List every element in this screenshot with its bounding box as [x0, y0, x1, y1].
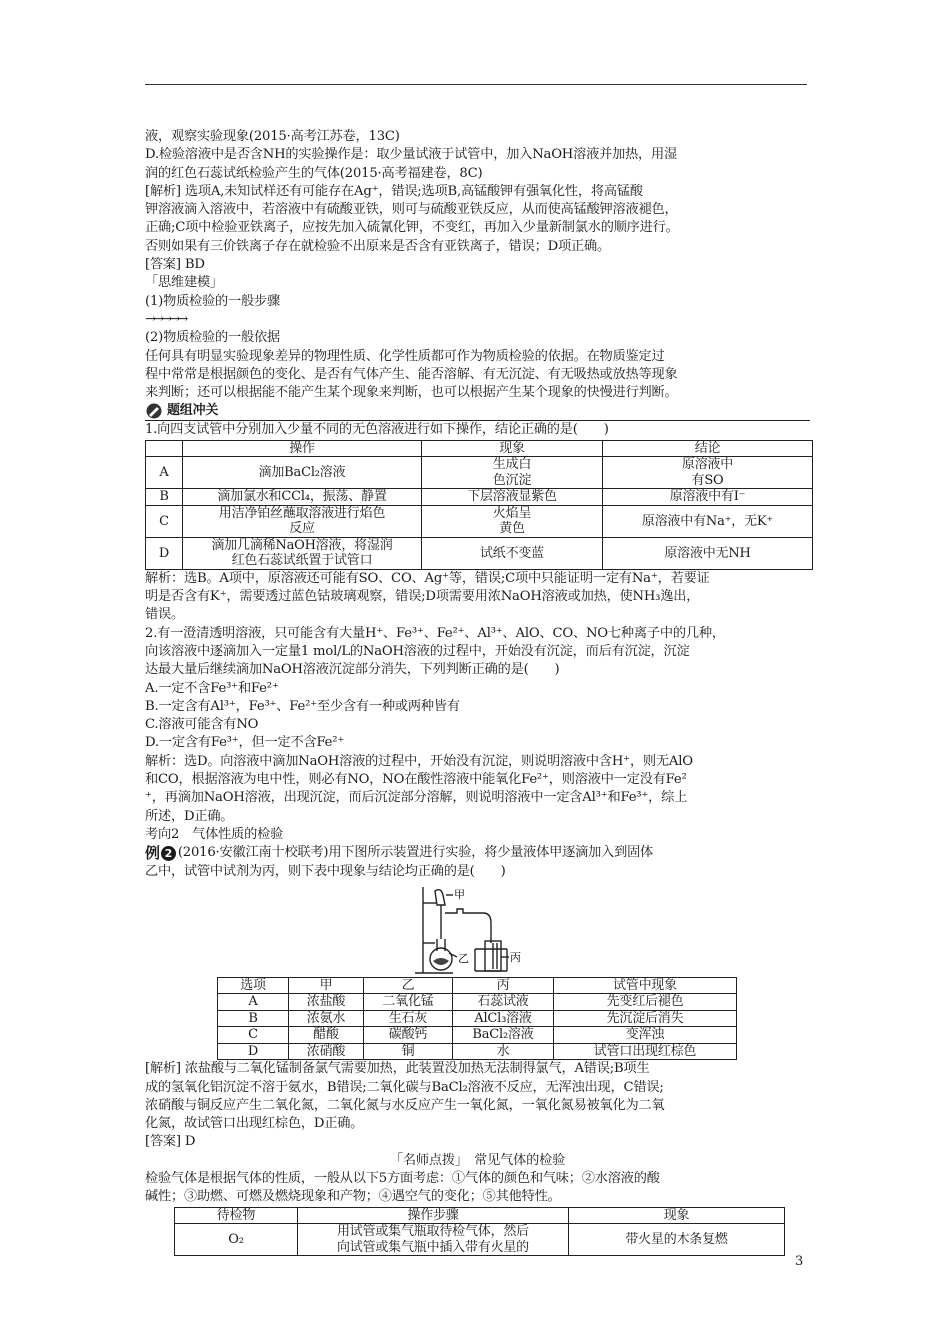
flow-arrows: →→→→→ — [145, 311, 186, 327]
table-cell: 醋酸 — [289, 1027, 364, 1044]
pencil-icon — [145, 403, 163, 419]
text-line: 化氮，故试管口出现红棕色，D正确。 — [145, 1116, 364, 1132]
table-cell: A — [146, 457, 183, 489]
table-row — [218, 1043, 737, 1060]
text-line: [解析] 选项A,未知试样还有可能存在Ag⁺，错误;选项B,高锰酸钾有强氧化性，将高锰酸 — [145, 183, 643, 199]
answer-line: [答案] BD — [145, 257, 205, 273]
table-cell: 原溶液中 有SO — [603, 457, 813, 489]
text-line: 所述，D正确。 — [145, 808, 234, 824]
table-row — [146, 489, 813, 506]
table-cell: 变浑浊 — [554, 1027, 737, 1044]
text-line: 解析：选D。向溶液中滴加NaOH溶液的过程中，开始没有沉淀，则说明溶液中含H⁺，则无AlO — [145, 753, 693, 769]
table-header-cell: 试管中现象 — [554, 977, 737, 994]
text-line: ⁺，再滴加NaOH溶液，出现沉淀，而后沉淀部分溶解，则说明溶液中一定含Al³⁺和Fe³⁺，综上 — [145, 790, 688, 806]
table-row — [218, 1010, 737, 1027]
option-a: A.一定不含Fe³⁺和Fe²⁺ — [145, 680, 279, 696]
table-cell: C — [146, 505, 183, 537]
example-badge — [145, 844, 176, 862]
table-header-cell: 操作步骤 — [298, 1207, 569, 1224]
text-line: 任何具有明显实验现象差异的物理性质、化学性质都可作为物质检验的依据。在物质鉴定过 — [145, 348, 665, 364]
table-row — [146, 505, 813, 537]
example-number: 2 — [161, 846, 176, 861]
text-line: 达最大量后继续滴加NaOH溶液沉淀部分消失，下列判断正确的是( ) — [145, 662, 560, 678]
subheading: 「思维建模」 — [145, 275, 223, 291]
text-line: 液，观察实验现象(2015·高考江苏卷，13C) — [145, 129, 400, 144]
question-2: 2.有一澄清透明溶液，只可能含有大量H⁺、Fe³⁺、Fe²⁺、Al³⁺、AlO、CO、NO七种离子中的几种， — [145, 625, 725, 641]
table-cell: C — [218, 1027, 289, 1044]
table-cell: 浓硝酸 — [289, 1043, 364, 1060]
option-c: C.溶液可能含有NO — [145, 717, 259, 733]
page-number: 3 — [795, 1254, 804, 1269]
table-header-cell: 现象 — [422, 440, 603, 457]
table-header-cell: 选项 — [218, 977, 289, 994]
table-cell: 原溶液中无NH — [603, 537, 813, 569]
text-line: 浓硝酸与铜反应产生二氧化氮，二氧化氮与水反应产生一氧化氮，一氧化氮易被氧化为二氧 — [145, 1097, 665, 1113]
table-header-cell: 结论 — [603, 440, 813, 457]
text-line: 错误。 — [145, 607, 184, 623]
table-question-1 — [145, 440, 813, 570]
text-line: 程中常常是根据颜色的变化、是否有气体产生、能否溶解、有无沉淀、有无吸热或放热等现象 — [145, 366, 678, 382]
table-row — [218, 1027, 737, 1044]
label-bing: 丙 — [510, 950, 521, 964]
answer-line: [答案] D — [145, 1134, 196, 1150]
text-line: 钾溶液滴入溶液中，若溶液中有硫酸亚铁，则可与硫酸亚铁反应，从而使高锰酸钾溶液褪色， — [145, 202, 678, 218]
text-line: (1)物质检验的一般步骤 — [145, 293, 280, 309]
table-cell: 水 — [453, 1043, 554, 1060]
table-cell: D — [218, 1043, 289, 1060]
table-cell: 火焰呈 黄色 — [422, 505, 603, 537]
question-1: 1.向四支试管中分别加入少量不同的无色溶液进行如下操作，结论正确的是( ) — [145, 422, 609, 438]
table-row — [146, 537, 813, 569]
table-cell: 生石灰 — [364, 1010, 453, 1027]
table-row — [146, 457, 813, 489]
table-cell: B — [218, 1010, 289, 1027]
label-jia: 甲 — [454, 887, 465, 901]
table-example-2 — [217, 977, 737, 1061]
text-line: 和CO，根据溶液为电中性，则必有NO，NO在酸性溶液中能氧化Fe²⁺，则溶液中一定没有Fe² — [145, 772, 687, 788]
table-cell: 原溶液中有Na⁺，无K⁺ — [603, 505, 813, 537]
text-line: 来判断；还可以根据能不能产生某个现象来判断，也可以根据产生某个现象的快慢进行判断。 — [145, 385, 678, 401]
tip-heading: 「名师点拨」 常见气体的检验 — [389, 1152, 566, 1168]
text-line: 明是否含有K⁺，需要透过蓝色钴玻璃观察，错误;D项需要用浓NaOH溶液或加热，使NH₃逸出， — [145, 589, 700, 605]
text-line: 否则如果有三价铁离子存在就检验不出原来是否含有亚铁离子，错误；D项正确。 — [145, 238, 610, 254]
section-title-bar — [145, 402, 810, 420]
table-cell: 先变红后褪色 — [554, 994, 737, 1011]
text-line: D.检验溶液中是否含NH的实验操作是：取少量试液于试管中，加入NaOH溶液并加热，用湿 — [145, 147, 678, 163]
table-cell: D — [146, 537, 183, 569]
table-header-cell: 操作 — [183, 440, 422, 457]
table-cell: AlCl₃溶液 — [453, 1010, 554, 1027]
table-cell: 试管口出现红棕色 — [554, 1043, 737, 1060]
table-cell: 滴加BaCl₂溶液 — [183, 457, 422, 489]
table-cell: 铜 — [364, 1043, 453, 1060]
example-label: 例 — [145, 844, 160, 863]
table-cell: 用试管或集气瓶取待检气体，然后 向试管或集气瓶中插入带有火星的 — [298, 1224, 569, 1256]
text-line: (2)物质检验的一般依据 — [145, 330, 280, 346]
table-gas-tests — [174, 1207, 785, 1257]
topic-heading: 考向2 气体性质的检验 — [145, 826, 284, 842]
table-header-cell: 乙 — [364, 977, 453, 994]
text-line: 成的氢氧化铝沉淀不溶于氨水，B错误;二氧化碳与BaCl₂溶液不反应，无浑浊出现，C错误; — [145, 1079, 664, 1095]
text-line: 润的红色石蕊试纸检验产生的气体(2015·高考福建卷，8C) — [145, 165, 483, 181]
table-header-row — [175, 1207, 785, 1224]
table-header-row — [218, 977, 737, 994]
main-content — [145, 128, 810, 1256]
table-cell: 下层溶液显紫色 — [422, 489, 603, 506]
apparatus-diagram — [413, 883, 533, 975]
table-cell: 石蕊试液 — [453, 994, 554, 1011]
table-cell: 用洁净铂丝蘸取溶液进行焰色 反应 — [183, 505, 422, 537]
label-yi: 乙 — [458, 951, 469, 965]
table-row — [175, 1224, 785, 1256]
table-header-row — [146, 440, 813, 457]
text-line: [解析] 浓盐酸与二氧化锰制备氯气需要加热，此装置没加热无法制得氯气，A错误;B项生 — [145, 1061, 650, 1077]
table-cell: 碳酸钙 — [364, 1027, 453, 1044]
table-row — [218, 994, 737, 1011]
text-line: 向该溶液中逐滴加入一定量1 mol/L的NaOH溶液的过程中，开始没有沉淀，而后有沉淀，沉淀 — [145, 643, 690, 659]
table-cell: O₂ — [175, 1224, 298, 1256]
table-header-cell: 甲 — [289, 977, 364, 994]
text-line: 检验气体是根据气体的性质，一般从以下5方面考虑：①气体的颜色和气味；②水溶液的酸 — [145, 1171, 660, 1187]
option-d: D.一定含有Fe³⁺，但一定不含Fe²⁺ — [145, 735, 345, 751]
table-cell: 带火星的木条复燃 — [569, 1224, 785, 1256]
table-cell: 试纸不变蓝 — [422, 537, 603, 569]
table-header-cell: 丙 — [453, 977, 554, 994]
table-cell: 滴加几滴稀NaOH溶液，将湿润 红色石蕊试纸置于试管口 — [183, 537, 422, 569]
table-cell: 浓氨水 — [289, 1010, 364, 1027]
text-line: (2016·安徽江南十校联考)用下图所示装置进行实验，将少量液体甲逐滴加入到固体 — [177, 845, 654, 861]
table-cell: 先沉淀后消失 — [554, 1010, 737, 1027]
table-cell: B — [146, 489, 183, 506]
text-line: 乙中，试管中试剂为丙，则下表中现象与结论均正确的是( ) — [145, 863, 506, 879]
section-title: 题组冲关 — [167, 403, 219, 419]
table-cell: 原溶液中有I⁻ — [603, 489, 813, 506]
table-cell: BaCl₂溶液 — [453, 1027, 554, 1044]
table-cell: 生成白 色沉淀 — [422, 457, 603, 489]
table-header-cell — [146, 440, 183, 457]
text-line: 碱性；③助燃、可燃及燃烧现象和产物；④遇空气的变化；⑤其他特性。 — [145, 1189, 561, 1205]
table-cell: 滴加氯水和CCl₄，振荡、静置 — [183, 489, 422, 506]
table-cell: 二氧化锰 — [364, 994, 453, 1011]
table-cell: A — [218, 994, 289, 1011]
text-line: 解析：选B。A项中，原溶液还可能有SO、CO、Ag⁺等，错误;C项中只能证明一定有Na⁺，若要证 — [145, 570, 710, 586]
table-cell: 浓盐酸 — [289, 994, 364, 1011]
text-line: 正确;C项中检验亚铁离子，应按先加入硫氰化钾，不变红，再加入少量新制氯水的顺序进行。 — [145, 220, 679, 236]
table-header-cell: 待检物 — [175, 1207, 298, 1224]
option-b: B.一定含有Al³⁺，Fe³⁺、Fe²⁺至少含有一种或两种皆有 — [145, 698, 460, 714]
example-2 — [145, 844, 810, 862]
table-header-cell: 现象 — [569, 1207, 785, 1224]
header-rule — [145, 84, 807, 85]
